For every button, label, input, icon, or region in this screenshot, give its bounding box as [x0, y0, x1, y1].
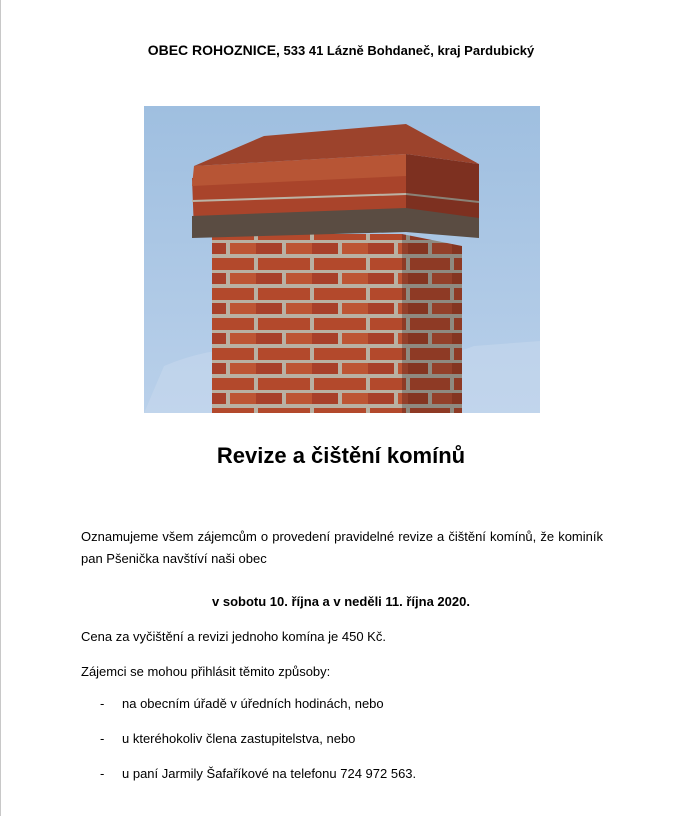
price-paragraph: Cena za vyčištění a revizi jednoho komína je 450 Kč. — [81, 629, 386, 644]
intro-paragraph: Oznamujeme všem zájemcům o provedení pravidelné revize a čištění komínů, že kominík pan Pšenička navštíví naši obec — [81, 529, 603, 566]
chimney-image — [144, 106, 540, 413]
list-item-text: u kteréhokoliv člena zastupitelstva, nebo — [122, 731, 356, 746]
list-item-text: na obecním úřadě v úředních hodinách, nebo — [122, 696, 384, 711]
signup-intro: Zájemci se mohou přihlásit těmito způsoby: — [81, 664, 331, 679]
page-header — [0, 42, 682, 58]
chimney-photo — [144, 106, 540, 413]
page-border — [0, 0, 1, 816]
signup-options-list — [100, 696, 416, 801]
bullet-dash: - — [100, 696, 105, 711]
bullet-dash: - — [100, 766, 105, 781]
list-item-text: u paní Jarmily Šafaříkové na telefonu 724 972 563. — [122, 766, 417, 781]
visit-dates: v sobotu 10. října a v neděli 11. října 2020. — [212, 594, 470, 609]
list-item — [100, 766, 416, 801]
municipality-name: OBEC ROHOZNICE, — [147, 42, 280, 58]
list-item — [100, 696, 416, 731]
bullet-dash: - — [100, 731, 105, 746]
page-title: Revize a čištění komínů — [216, 443, 466, 468]
municipality-address: 533 41 Lázně Bohdaneč, kraj Pardubický — [279, 43, 535, 58]
list-item — [100, 731, 416, 766]
